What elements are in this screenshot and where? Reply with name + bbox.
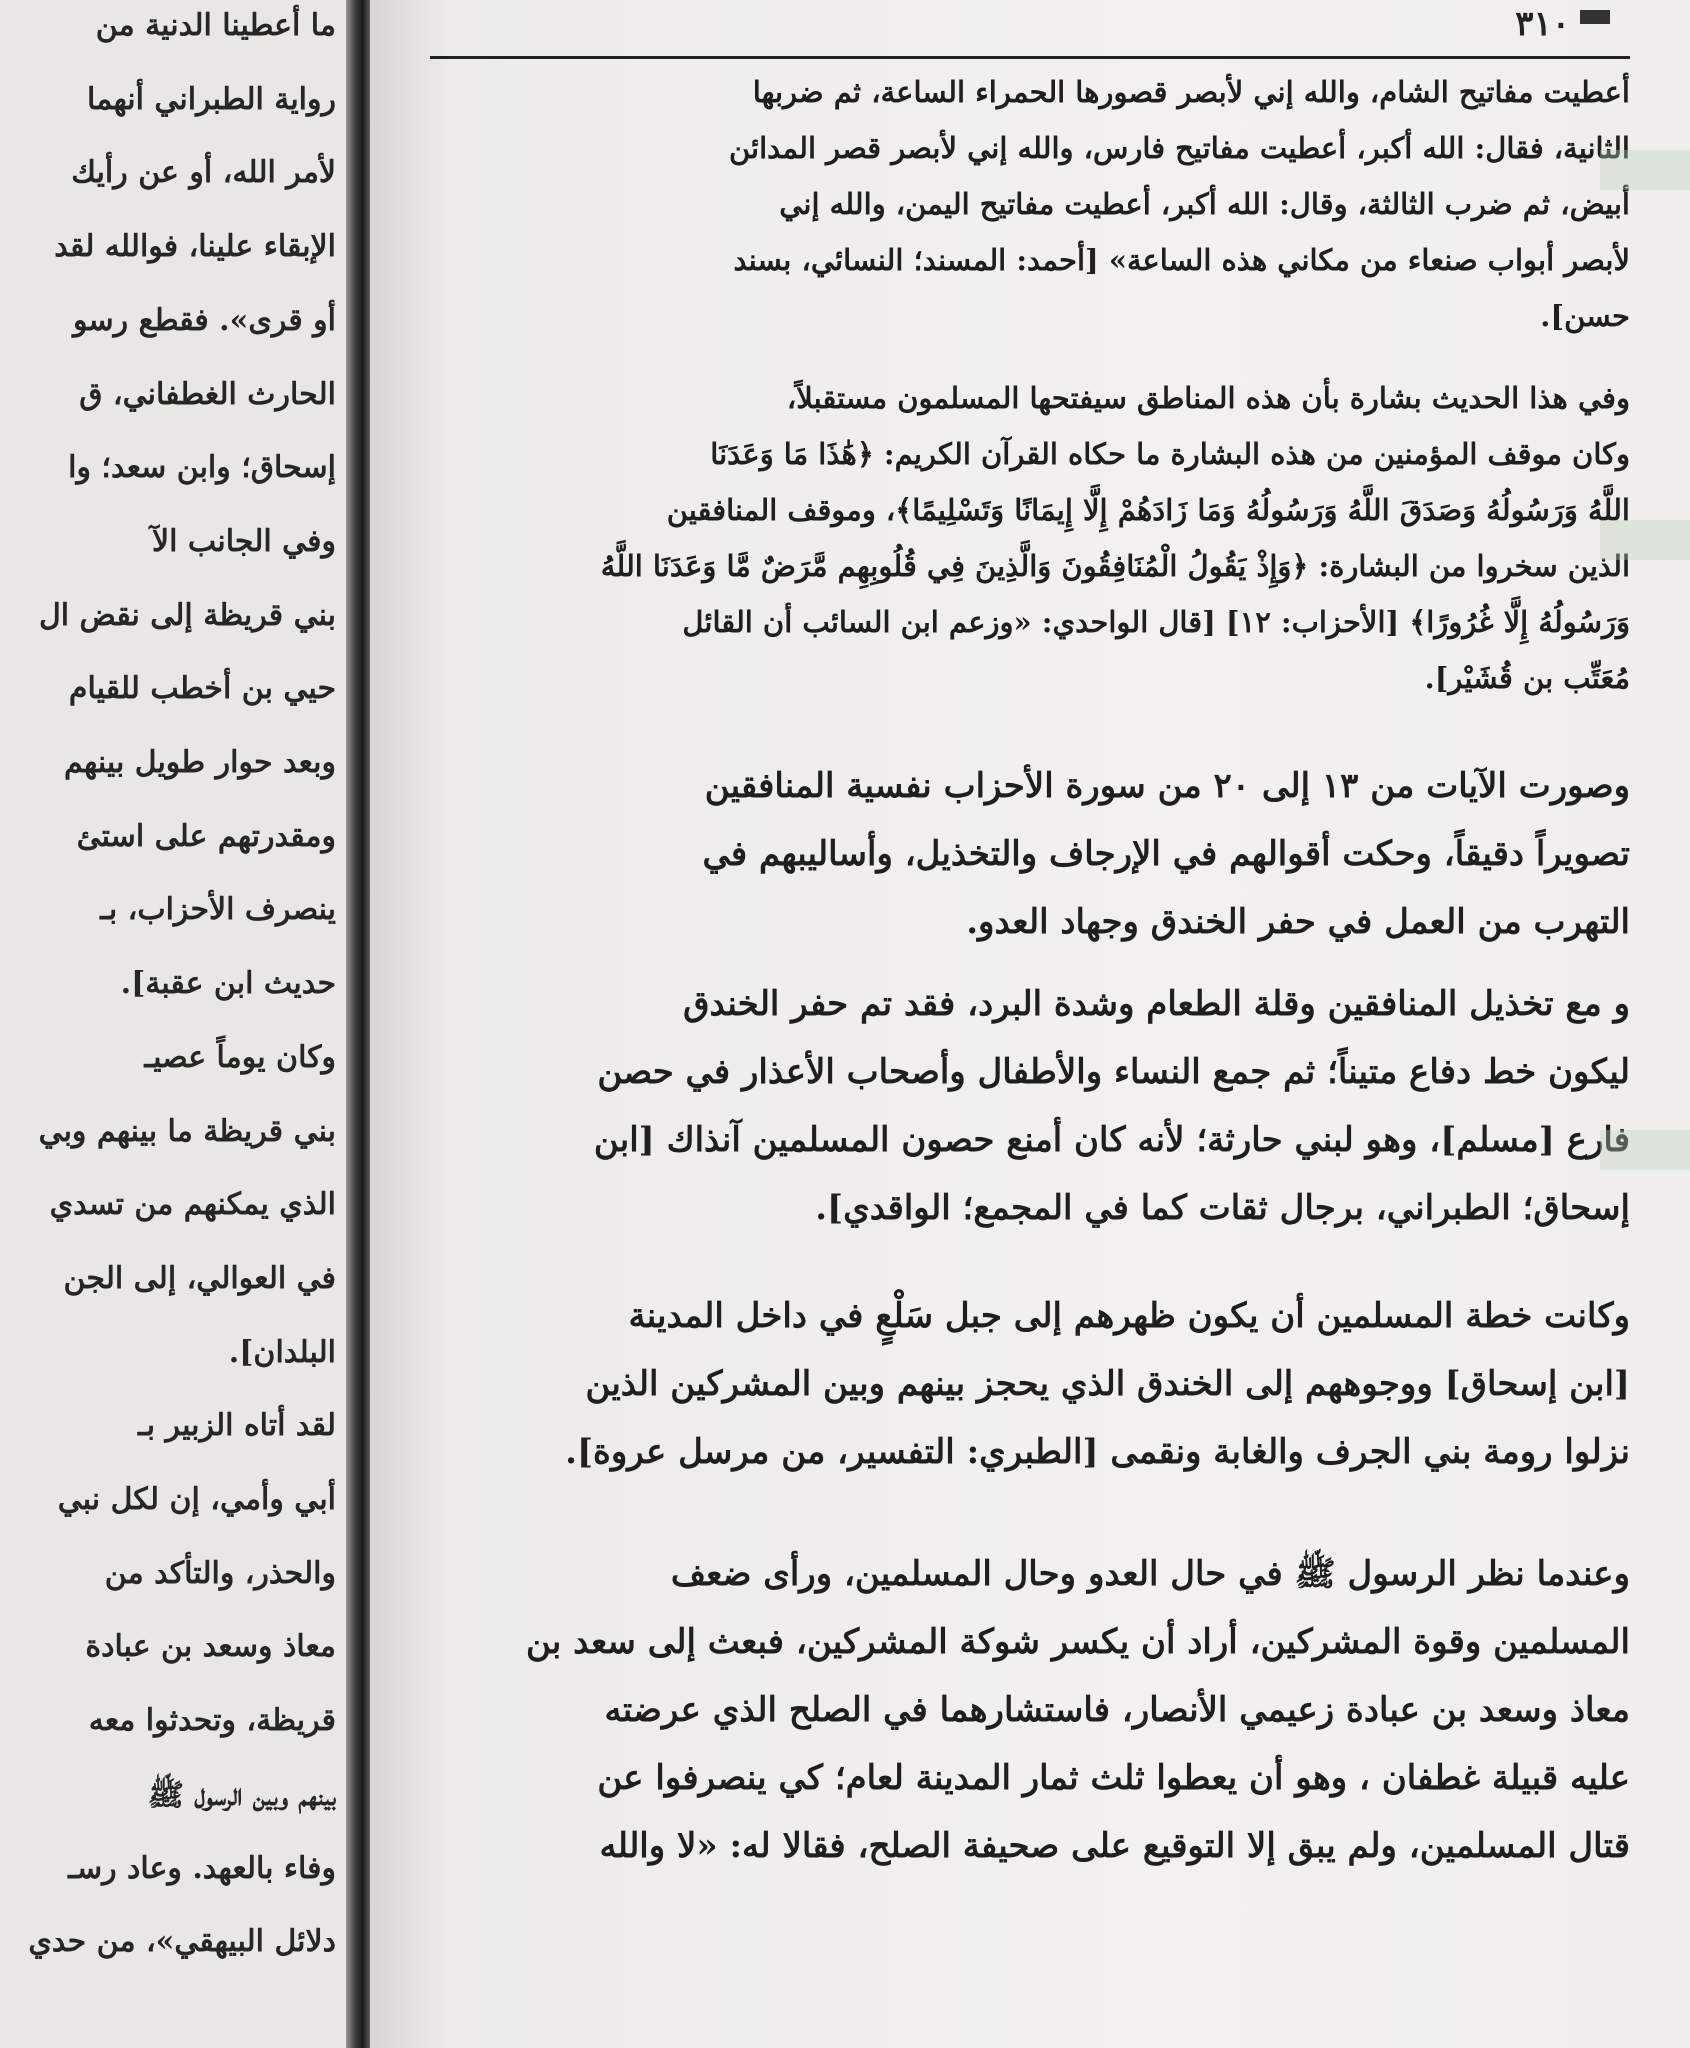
text-line: وصورت الآيات من ١٣ إلى ٢٠ من سورة الأحزاب نفسية المنافقين [704, 766, 1630, 806]
text-line: معاذ وسعد بن عبادة زعيمي الأنصار، فاستشارهما في الصلح الذي عرضته [604, 1690, 1630, 1730]
text-line: لأبصر أبواب صنعاء من مكاني هذه الساعة» [أحمد: المسند؛ النسائي، بسند [733, 243, 1630, 277]
left-page-line: لأمر الله، أو عن رأيك [71, 155, 336, 190]
paragraph-hypocrites [430, 752, 1630, 956]
header-rule [430, 56, 1630, 59]
text-line: الثانية، فقال: الله أكبر، أعطيت مفاتيح فارس، والله إني لأبصر قصر المدائن [728, 131, 1630, 165]
paragraph-trench-defense [430, 970, 1630, 1242]
left-page-line: رواية الطبراني أنهما [86, 82, 336, 117]
text-line: الذين سخروا من البشارة: ﴿وَإِذْ يَقُولُ الْمُنَافِقُونَ وَالَّذِينَ فِي قُلُوبِهِم مَّرَضٌ مَّا وَعَدَنَا اللَّهُ [600, 549, 1630, 583]
text-line: تصويراً دقيقاً، وحكت أقوالهم في الإرجاف والتخذيل، وأساليبهم في [702, 834, 1630, 874]
text-line: اللَّهُ وَرَسُولُهُ وَصَدَقَ اللَّهُ وَرَسُولُهُ وَمَا زَادَهُمْ إِلَّا إِيمَانًا وَتَسْلِيمًا﴾، وموقف المنافقين [666, 493, 1630, 527]
paragraph-muslim-plan [430, 1282, 1630, 1486]
paragraph-glad-tidings [430, 370, 1630, 706]
left-page-line: ومقدرتهم على استئ [76, 819, 336, 854]
left-page-line: دلائل البيهقي»، من حدي [28, 1924, 336, 1959]
left-page-line: بني قريظة إلى نقض ال [38, 598, 336, 633]
text-line: أعطيت مفاتيح الشام، والله إني لأبصر قصورها الحمراء الساعة، ثم ضربها [752, 75, 1630, 109]
text-line: فارع [مسلم]، وهو لبني حارثة؛ لأنه كان أمنع حصون المسلمين آنذاك [ابن [593, 1120, 1630, 1160]
left-page-line: الحارث الغطفاني، ق [79, 377, 336, 412]
left-page-line: لقد أتاه الزبير بـ [137, 1408, 336, 1443]
text-line: وكانت خطة المسلمين أن يكون ظهرهم إلى جبل سَلْعٍ في داخل المدينة [628, 1296, 1630, 1336]
bleed-through-mark [1600, 520, 1690, 560]
text-line: مُعَتِّب بن قُشَيْر]. [1424, 661, 1630, 695]
text-line: و مع تخذيل المنافقين وقلة الطعام وشدة البرد، فقد تم حفر الخندق [683, 984, 1630, 1024]
page-number: ٣١٠ [1515, 4, 1570, 44]
left-page-line: في العوالي، إلى الجن [63, 1261, 336, 1296]
left-page-line: بني قريظة ما بينهم وبي [38, 1114, 336, 1149]
left-page-line: إسحاق؛ وابن سعد؛ وا [68, 450, 336, 485]
text-line: [ابن إسحاق] ووجوههم إلى الخندق الذي يحجز بينهم وبين المشركين الذين [585, 1364, 1630, 1404]
left-page-line: الذي يمكنهم من تسدي [49, 1187, 336, 1222]
bleed-through-mark [1600, 150, 1690, 190]
left-page-line: معاذ وسعد بن عبادة [85, 1629, 336, 1664]
text-line: نزلوا رومة بني الجرف والغابة ونقمى [الطبري: التفسير، من مرسل عروة]. [565, 1432, 1630, 1472]
text-line: ليكون خط دفاع متيناً؛ ثم جمع النساء والأطفال وأصحاب الأعذار في حصن [597, 1052, 1630, 1092]
text-line: حسن]. [1540, 299, 1630, 333]
text-line: وكان موقف المؤمنين من هذه البشارة ما حكاه القرآن الكريم: ﴿هَٰذَا مَا وَعَدَنَا [710, 437, 1630, 471]
left-page-line: حيي بن أخطب للقيام [68, 671, 336, 706]
left-page-line: البلدان]. [228, 1335, 336, 1370]
left-page-line: أبي وأمي، إن لكل نبي [57, 1482, 336, 1517]
left-page-line: ينصرف الأحزاب، بـ [100, 892, 336, 927]
left-page-line: بينهم وبين الرسول ﷺ [147, 1778, 336, 1813]
left-page-line: وفي الجانب الآ [152, 524, 336, 559]
text-line: التهرب من العمل في حفر الخندق وجهاد العدو. [966, 902, 1630, 942]
left-page-line: أو قرى». فقطع رسو [73, 303, 336, 338]
left-page-line: وفاء بالعهد. وعاد رسـ [68, 1851, 336, 1886]
text-line: إسحاق؛ الطبراني، برجال ثقات كما في المجمع؛ الواقدي]. [815, 1188, 1630, 1228]
bleed-through-mark [1600, 1130, 1690, 1170]
left-page-line: والحذر، والتأكد من [104, 1556, 336, 1591]
text-line: وفي هذا الحديث بشارة بأن هذه المناطق سيفتحها المسلمون مستقبلاً، [786, 381, 1630, 415]
text-line: وَرَسُولُهُ إِلَّا غُرُورًا﴾ [الأحزاب: ١٢] [قال الواحدي: «وزعم ابن السائب أن القائل [682, 605, 1630, 639]
text-line: وعندما نظر الرسول ﷺ في حال العدو وحال المسلمين، ورأى ضعف [670, 1554, 1630, 1594]
book-gutter [346, 0, 370, 2048]
paragraph-hadith-keys [430, 64, 1630, 344]
left-page [0, 0, 350, 2048]
paragraph-peace-proposal [430, 1540, 1630, 1880]
right-page [370, 0, 1690, 2048]
header-ornament [1580, 10, 1610, 24]
left-page-line: ما أعطينا الدنية من [95, 8, 336, 43]
text-line: عليه قبيلة غطفان ، وهو أن يعطوا ثلث ثمار المدينة لعام؛ كي ينصرفوا عن [597, 1758, 1630, 1798]
text-line: المسلمين وقوة المشركين، أراد أن يكسر شوكة المشركين، فبعث إلى سعد بن [525, 1622, 1630, 1662]
left-page-line: وبعد حوار طويل بينهم [64, 745, 336, 780]
left-page-line: الإبقاء علينا، فوالله لقد [54, 229, 336, 264]
text-line: أبيض، ثم ضرب الثالثة، وقال: الله أكبر، أعطيت مفاتيح اليمن، والله إني [779, 187, 1630, 221]
text-line: قتال المسلمين، ولم يبق إلا التوقيع على صحيفة الصلح، فقالا له: «لا والله [599, 1826, 1630, 1866]
left-page-line: حديث ابن عقبة]. [120, 966, 336, 1001]
left-page-line: قريظة، وتحدثوا معه [88, 1703, 336, 1738]
left-page-line: وكان يوماً عصيـ [144, 1040, 336, 1075]
